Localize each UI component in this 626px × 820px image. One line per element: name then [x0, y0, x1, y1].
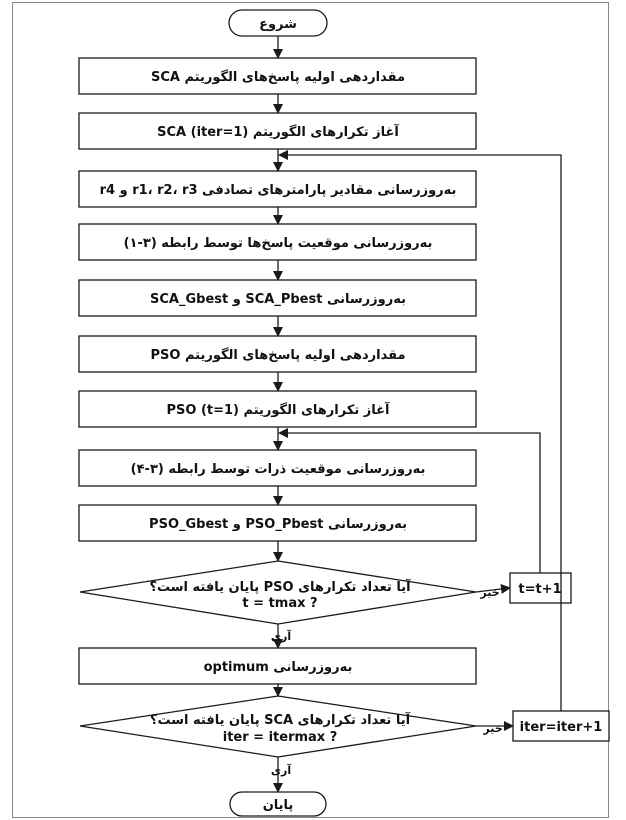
- step-update-optimum: [79, 648, 476, 684]
- step-init-sca-label: مقداردهی اولیه پاسخ‌های الگوریتم SCA: [150, 70, 406, 85]
- start-terminal: [229, 10, 327, 36]
- step-update-optimum-label: به‌روزرسانی optimum: [203, 660, 353, 675]
- decision-sca-end: [80, 696, 476, 757]
- step-init-pso-label: مقداردهی اولیه پاسخ‌های الگوریتم PSO: [150, 348, 406, 363]
- start-label: شروع: [259, 17, 297, 32]
- step-init-pso: [79, 336, 476, 372]
- increment-sca-box: [513, 711, 609, 741]
- decision-sca-condition: iter = itermax ?: [222, 730, 338, 745]
- step-start-sca-iter-label: آغاز تکرارهای الگوریتم SCA (iter=1): [157, 125, 399, 140]
- step-start-sca-iter: [79, 113, 476, 149]
- step-update-pso-best: [79, 505, 476, 541]
- decision-pso-end: [80, 561, 476, 624]
- increment-pso-label: t=t+1: [518, 582, 562, 597]
- increment-pso-box: [510, 573, 571, 603]
- increment-sca-label: iter=iter+1: [519, 720, 603, 735]
- sca-yes-label: آری: [270, 764, 292, 777]
- decision-pso-condition: t = tmax ?: [242, 596, 318, 611]
- step-update-pso-best-label: به‌روزرسانی PSO_Pbest و PSO_Gbest: [149, 517, 407, 532]
- end-terminal: [230, 792, 326, 816]
- step-update-sca-best-label: به‌روزرسانی SCA_Pbest و SCA_Gbest: [150, 292, 406, 307]
- step-update-sca-best: [79, 280, 476, 316]
- decision-pso-question: آیا تعداد تکرارهای PSO پایان یافته است؟: [149, 580, 411, 595]
- step-update-particle-positions: [79, 450, 476, 486]
- step-update-solution-positions: [79, 224, 476, 260]
- step-start-pso-iter-label: آغاز تکرارهای الگوریتم PSO (t=1): [166, 403, 390, 418]
- sca-no-label: خیر: [483, 722, 503, 735]
- step-init-sca: [79, 58, 476, 94]
- step-update-random-params: [79, 171, 476, 207]
- pso-no-label: خیر: [480, 586, 500, 599]
- decision-sca-question: آیا تعداد تکرارهای SCA پایان یافته است؟: [149, 713, 411, 728]
- step-update-particle-positions-label: به‌روزرسانی موقعیت ذرات توسط رابطه (۳-۴): [130, 462, 426, 477]
- step-update-solution-positions-label: به‌روزرسانی موقعیت پاسخ‌ها توسط رابطه (۳-۱): [123, 236, 433, 251]
- pso-yes-label: آری: [270, 630, 292, 643]
- step-update-random-params-label: به‌روزرسانی مقادیر پارامترهای تصادفی r1، r2، r3 و r4: [99, 183, 457, 198]
- end-label: پایان: [262, 798, 294, 813]
- step-start-pso-iter: [79, 391, 476, 427]
